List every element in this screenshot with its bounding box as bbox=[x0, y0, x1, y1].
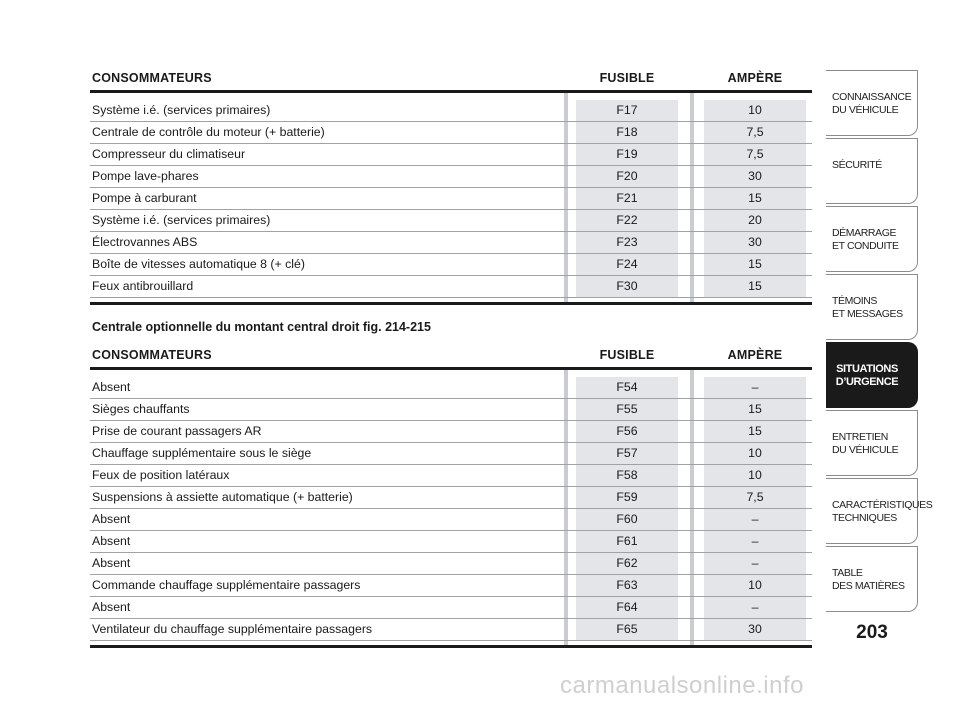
table-row bbox=[90, 487, 812, 509]
chapter-tab[interactable] bbox=[826, 274, 918, 340]
table-row bbox=[90, 144, 812, 166]
consumer-cell: Ventilateur du chauffage supplémentaire passagers bbox=[92, 622, 373, 636]
ampere-cell: 7,5 bbox=[704, 487, 806, 508]
consumer-cell: Système i.é. (services primaires) bbox=[92, 103, 271, 117]
header-consumers: CONSOMMATEURS bbox=[92, 71, 212, 85]
table-row bbox=[90, 575, 812, 597]
ampere-cell: 30 bbox=[704, 232, 806, 253]
consumer-cell: Centrale de contrôle du moteur (+ batterie) bbox=[92, 125, 325, 139]
chapter-tab-label: SITUATIONS D’URGENCE bbox=[835, 363, 899, 388]
fuse-cell: F57 bbox=[576, 443, 678, 464]
fuse-cell: F62 bbox=[576, 553, 678, 574]
table-row bbox=[90, 254, 812, 276]
consumer-cell: Absent bbox=[92, 556, 131, 570]
chapter-tab[interactable] bbox=[826, 546, 918, 612]
consumer-cell: Système i.é. (services primaires) bbox=[92, 213, 271, 227]
table-row bbox=[90, 619, 812, 641]
chapter-tab[interactable] bbox=[826, 206, 918, 272]
header-ampere: AMPÈRE bbox=[727, 71, 783, 85]
consumer-cell: Feux de position latéraux bbox=[92, 468, 230, 482]
chapter-tab-label: ENTRETIEN DU VÉHICULE bbox=[832, 431, 899, 456]
table-row bbox=[90, 210, 812, 232]
page-number: 203 bbox=[856, 622, 888, 643]
ampere-cell: 10 bbox=[704, 443, 806, 464]
ampere-cell: 10 bbox=[704, 100, 806, 121]
chapter-tab-label: TÉMOINS ET MESSAGES bbox=[832, 295, 903, 320]
fuse-cell: F61 bbox=[576, 531, 678, 552]
ampere-cell: 20 bbox=[704, 210, 806, 231]
header-ampere: AMPÈRE bbox=[727, 348, 783, 362]
fuse-table-2 bbox=[90, 345, 812, 648]
ampere-cell: 30 bbox=[704, 166, 806, 187]
chapter-tab[interactable] bbox=[826, 138, 918, 204]
fuse-cell: F54 bbox=[576, 377, 678, 398]
chapter-tab-label: CARACTÉRISTIQUES TECHNIQUES bbox=[832, 499, 933, 524]
ampere-cell: 7,5 bbox=[704, 122, 806, 143]
fuse-cell: F64 bbox=[576, 597, 678, 618]
table-row bbox=[90, 443, 812, 465]
table-row bbox=[90, 276, 812, 298]
ampere-cell: – bbox=[704, 597, 806, 618]
fuse-cell: F63 bbox=[576, 575, 678, 596]
table-body bbox=[90, 93, 812, 302]
consumer-cell: Pompe à carburant bbox=[92, 191, 197, 205]
ampere-cell: – bbox=[704, 377, 806, 398]
fuse-cell: F18 bbox=[576, 122, 678, 143]
consumer-cell: Suspensions à assiette automatique (+ batterie) bbox=[92, 490, 353, 504]
table-row bbox=[90, 421, 812, 443]
fuse-cell: F65 bbox=[576, 619, 678, 640]
fuse-cell: F21 bbox=[576, 188, 678, 209]
consumer-cell: Commande chauffage supplémentaire passagers bbox=[92, 578, 361, 592]
footer-rule bbox=[90, 302, 812, 305]
header-fuse: FUSIBLE bbox=[599, 348, 655, 362]
fuse-cell: F56 bbox=[576, 421, 678, 442]
footer-rule bbox=[90, 645, 812, 648]
chapter-index-tabs bbox=[826, 70, 933, 614]
consumer-cell: Absent bbox=[92, 380, 131, 394]
table-row bbox=[90, 100, 812, 122]
section-subtitle: Centrale optionnelle du montant central droit fig. 214-215 bbox=[92, 320, 431, 334]
chapter-tab[interactable] bbox=[826, 342, 918, 408]
ampere-cell: 15 bbox=[704, 421, 806, 442]
table-row bbox=[90, 597, 812, 619]
header-consumers: CONSOMMATEURS bbox=[92, 348, 212, 362]
consumer-cell: Boîte de vitesses automatique 8 (+ clé) bbox=[92, 257, 305, 271]
fuse-cell: F17 bbox=[576, 100, 678, 121]
fuse-cell: F55 bbox=[576, 399, 678, 420]
consumer-cell: Sièges chauffants bbox=[92, 402, 190, 416]
fuse-cell: F22 bbox=[576, 210, 678, 231]
fuse-cell: F59 bbox=[576, 487, 678, 508]
ampere-cell: 10 bbox=[704, 575, 806, 596]
consumer-cell: Chauffage supplémentaire sous le siège bbox=[92, 446, 312, 460]
consumer-cell: Absent bbox=[92, 600, 131, 614]
consumer-cell: Électrovannes ABS bbox=[92, 235, 198, 249]
fuse-cell: F60 bbox=[576, 509, 678, 530]
fuse-cell: F30 bbox=[576, 276, 678, 297]
table-row bbox=[90, 188, 812, 210]
ampere-cell: 10 bbox=[704, 465, 806, 486]
chapter-tab-label: SÉCURITÉ bbox=[832, 159, 882, 171]
table-row bbox=[90, 399, 812, 421]
chapter-tab-label: TABLE DES MATIÈRES bbox=[832, 567, 905, 592]
table-row bbox=[90, 166, 812, 188]
chapter-tab[interactable] bbox=[826, 478, 933, 544]
consumer-cell: Feux antibrouillard bbox=[92, 279, 194, 293]
ampere-cell: – bbox=[704, 553, 806, 574]
fuse-cell: F19 bbox=[576, 144, 678, 165]
consumer-cell: Compresseur du climatiseur bbox=[92, 147, 246, 161]
fuse-table-1 bbox=[90, 68, 812, 305]
ampere-cell: 15 bbox=[704, 188, 806, 209]
consumer-cell: Pompe lave-phares bbox=[92, 169, 199, 183]
header-fuse: FUSIBLE bbox=[599, 71, 655, 85]
chapter-tab[interactable] bbox=[826, 70, 918, 136]
consumer-cell: Absent bbox=[92, 534, 131, 548]
ampere-cell: 15 bbox=[704, 254, 806, 275]
ampere-cell: 7,5 bbox=[704, 144, 806, 165]
table-body bbox=[90, 370, 812, 645]
consumer-cell: Prise de courant passagers AR bbox=[92, 424, 262, 438]
table-row bbox=[90, 122, 812, 144]
table-row bbox=[90, 232, 812, 254]
fuse-cell: F58 bbox=[576, 465, 678, 486]
fuse-cell: F24 bbox=[576, 254, 678, 275]
ampere-cell: 15 bbox=[704, 276, 806, 297]
table-row bbox=[90, 465, 812, 487]
table-header bbox=[90, 68, 812, 90]
fuse-cell: F23 bbox=[576, 232, 678, 253]
ampere-cell: – bbox=[704, 531, 806, 552]
consumer-cell: Absent bbox=[92, 512, 131, 526]
table-row bbox=[90, 377, 812, 399]
table-header bbox=[90, 345, 812, 367]
table-row bbox=[90, 553, 812, 575]
fuse-cell: F20 bbox=[576, 166, 678, 187]
watermark: carmanualsonline.info bbox=[560, 672, 804, 699]
chapter-tab-label: DÉMARRAGE ET CONDUITE bbox=[832, 227, 899, 252]
ampere-cell: – bbox=[704, 509, 806, 530]
chapter-tab-label: CONNAISSANCE DU VÉHICULE bbox=[832, 91, 912, 116]
table-row bbox=[90, 531, 812, 553]
chapter-tab[interactable] bbox=[826, 410, 918, 476]
table-row bbox=[90, 509, 812, 531]
ampere-cell: 30 bbox=[704, 619, 806, 640]
ampere-cell: 15 bbox=[704, 399, 806, 420]
